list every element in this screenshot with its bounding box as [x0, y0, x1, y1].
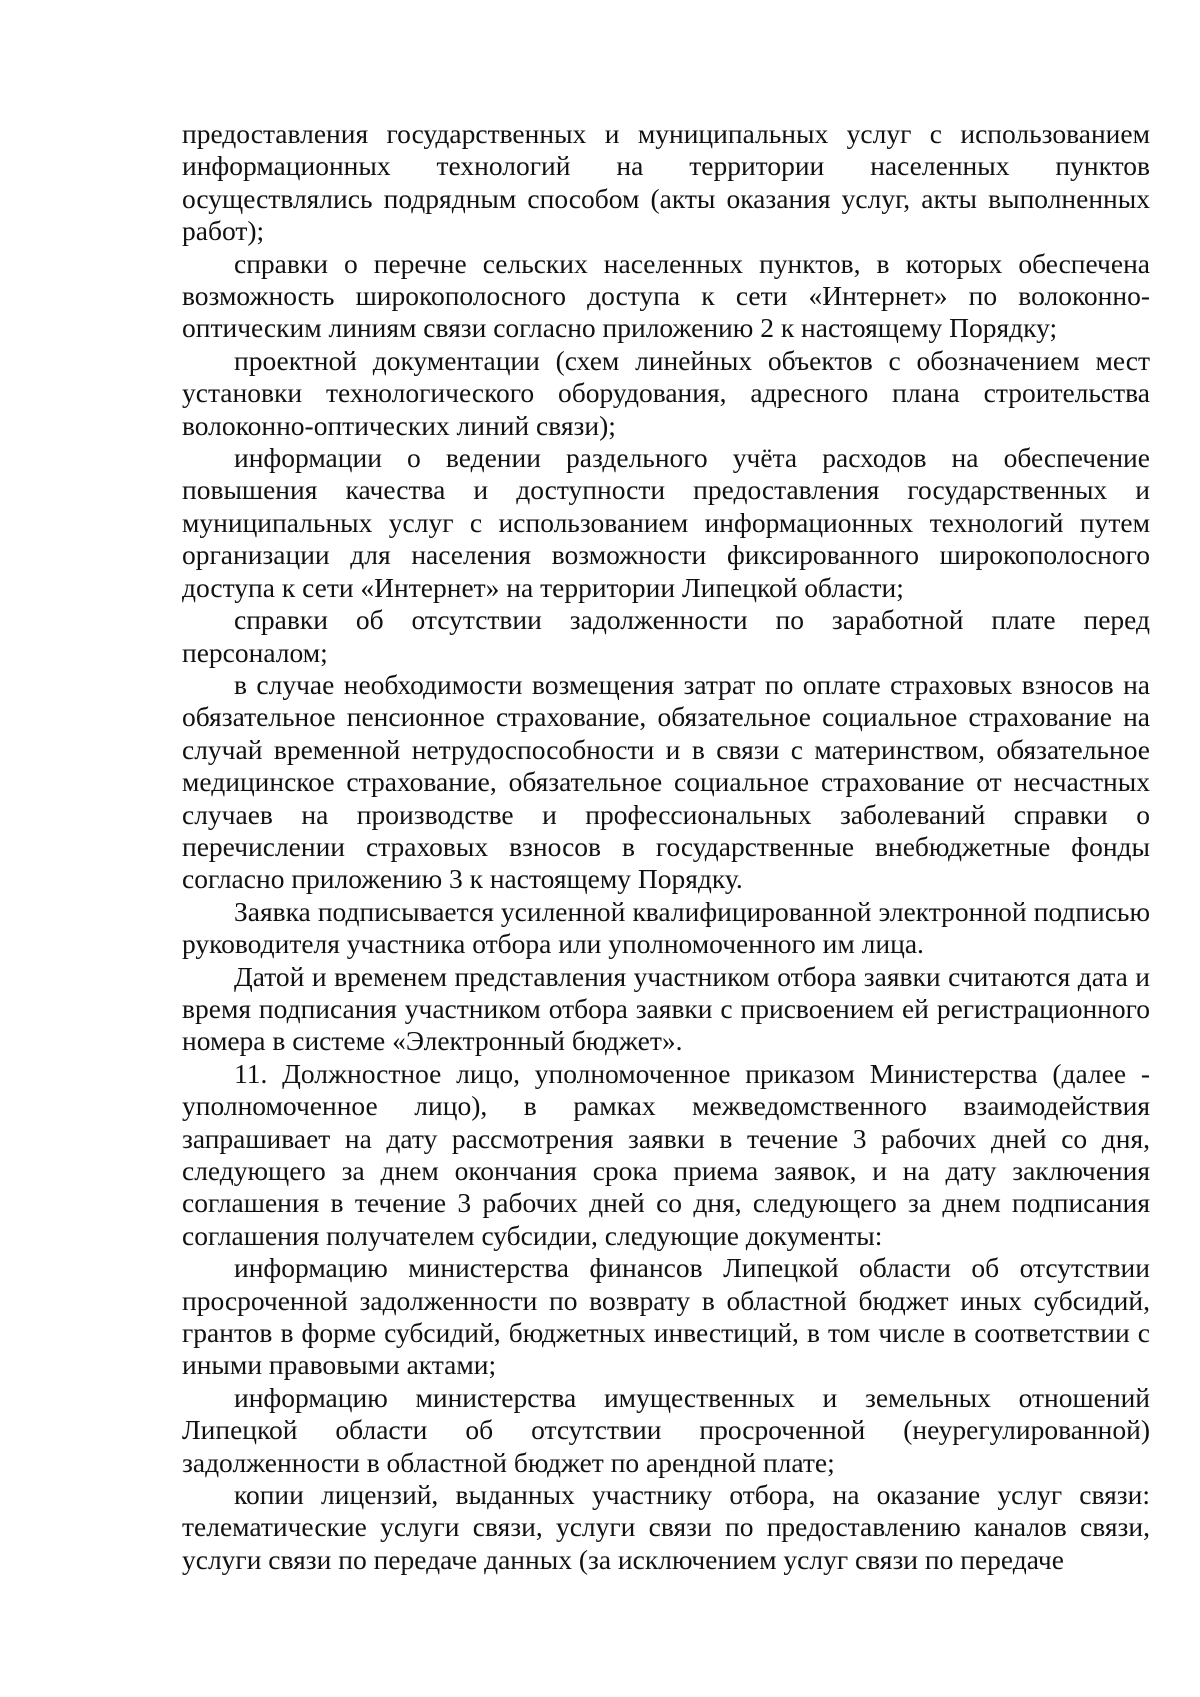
paragraph-project-documentation: проектной документации (схем линейных объектов с обозначением мест установки технологического оборудования, адресного плана строительства волоконно-оптических линий связи);: [182, 344, 1150, 441]
paragraph-application-signature: Заявка подписывается усиленной квалифицированной электронной подписью руководителя участника отбора или уполномоченного им лица.: [182, 895, 1150, 960]
paragraph-finance-ministry-info: информацию министерства финансов Липецкой области об отсутствии просроченной задолженности по возврату в областной бюджет иных субсидий, грантов в форме субсидий, бюджетных инвестиций, в том числе в соответствии с иными правовыми актами;: [182, 1252, 1150, 1381]
document-body: [182, 118, 1150, 1576]
paragraph-submission-date: Датой и временем представления участником отбора заявки считаются дата и время подписания участником отбора заявки с присвоением ей регистрационного номера в системе «Электронный бюджет».: [182, 960, 1150, 1057]
paragraph-insurance-contributions: в случае необходимости возмещения затрат по оплате страховых взносов на обязательное пенсионное страхование, обязательное социальное страхование на случай временной нетрудоспособности и в связи с материнством, обязательное медицинское страхование, обязательное социальное страхование от несчастных случаев на производстве и профессиональных заболеваний справки о перечислении страховых взносов в государственные внебюджетные фонды согласно приложению 3 к настоящему Порядку.: [182, 668, 1150, 895]
paragraph-license-copies: копии лицензий, выданных участнику отбора, на оказание услуг связи: телематические услуги связи, услуги связи по предоставлению каналов связи, услуги связи по передаче данных (за исключением услуг связи по передаче: [182, 1479, 1150, 1575]
paragraph-continuation: предоставления государственных и муниципальных услуг с использованием информационных технологий на территории населенных пунктов осуществлялись подрядным способом (акты оказания услуг, акты выполненных работ);: [182, 118, 1150, 247]
paragraph-separate-accounting: информации о ведении раздельного учёта расходов на обеспечение повышения качества и доступности предоставления государственных и муниципальных услуг с использованием информационных технологий путем организации для населения возможности фиксированного широкополосного доступа к сети «Интернет» на территории Липецкой области;: [182, 442, 1150, 603]
paragraph-settlements-certificate: справки о перечне сельских населенных пунктов, в которых обеспечена возможность широкополосного доступа к сети «Интернет» по волоконно-оптическим линиям связи согласно приложению 2 к настоящему Порядку;: [182, 247, 1150, 344]
paragraph-no-salary-debt: справки об отсутствии задолженности по заработной плате перед персоналом;: [182, 604, 1150, 668]
paragraph-property-ministry-info: информацию министерства имущественных и земельных отношений Липецкой области об отсутствии просроченной (неурегулированной) задолженности в областной бюджет по арендной плате;: [182, 1381, 1150, 1478]
paragraph-item-11: 11. Должностное лицо, уполномоченное приказом Министерства (далее - уполномоченное лицо), в рамках межведомственного взаимодействия запрашивает на дату рассмотрения заявки в течение 3 рабочих дней со дня, следующего за днем окончания срока приема заявок, и на дату заключения соглашения в течение 3 рабочих дней со дня, следующего за днем подписания соглашения получателем субсидии, следующие документы:: [182, 1057, 1150, 1251]
